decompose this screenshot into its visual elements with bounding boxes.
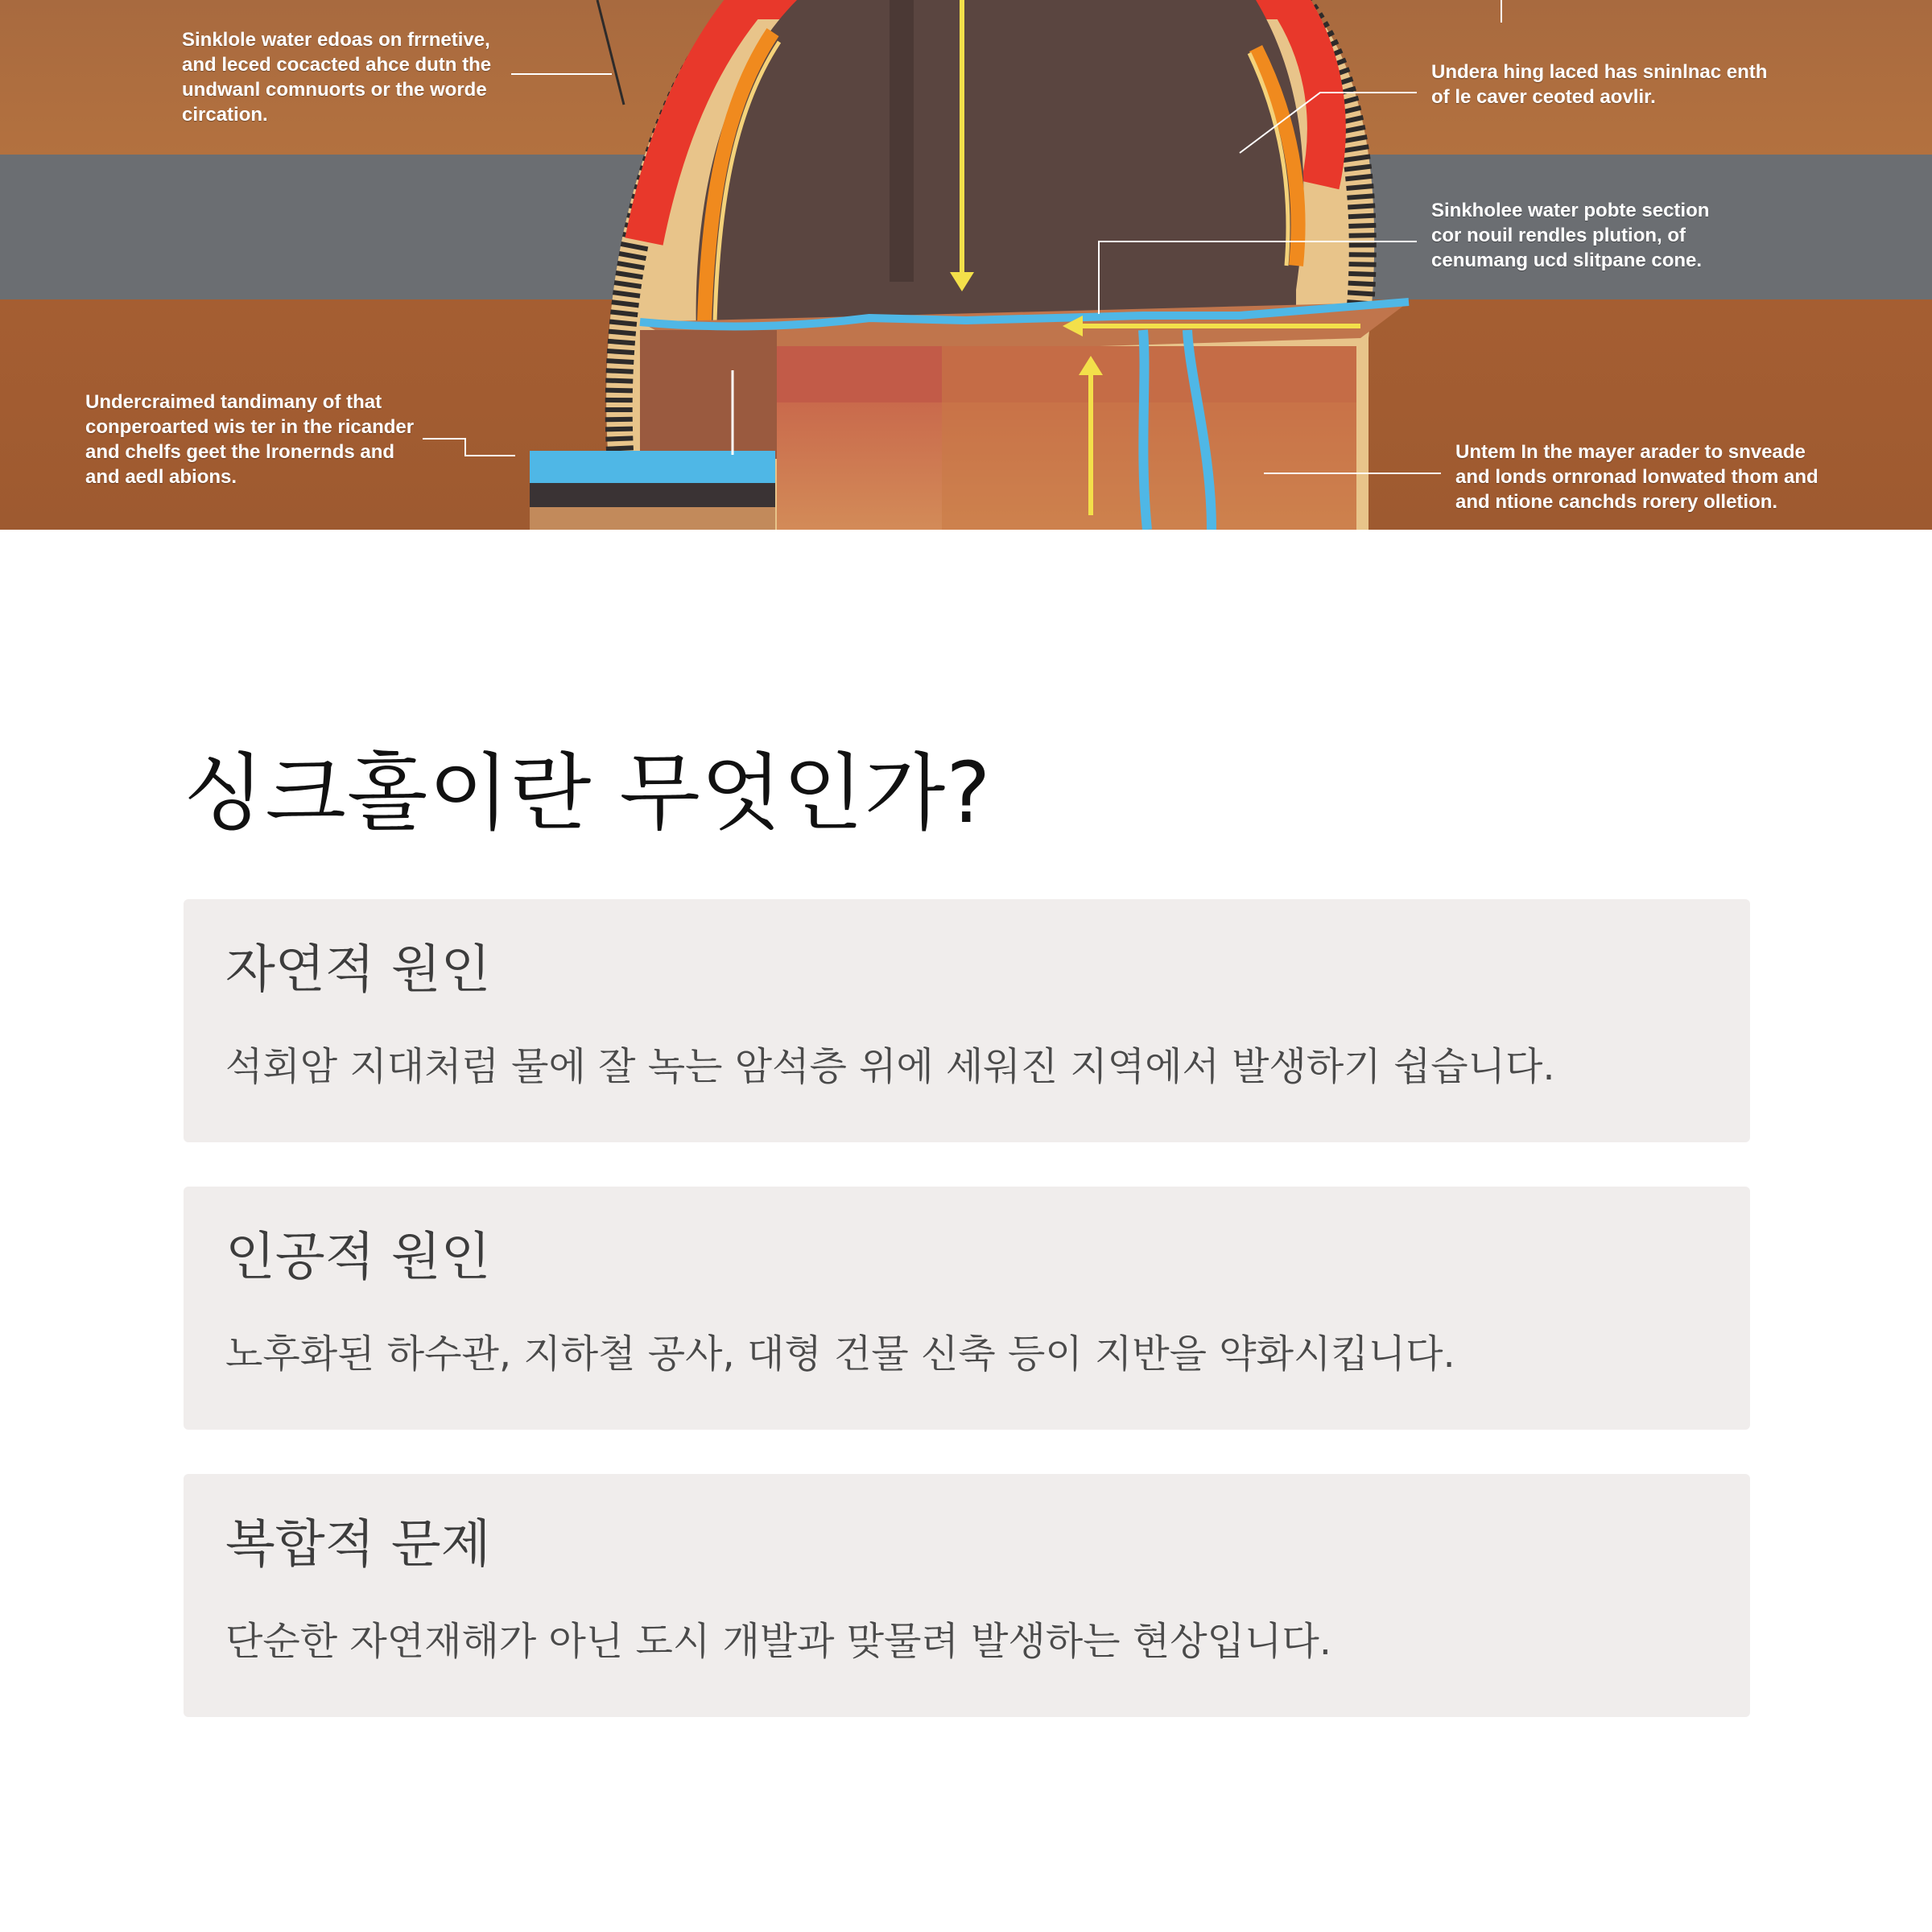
card-heading: 인공적 원인 xyxy=(225,1228,491,1287)
cause-card-natural xyxy=(184,899,1750,1142)
diagram-callout-3: Sinkholee water pobte section cor nouil rendles plution, of cenumang ucd slitpane cone. xyxy=(1431,200,1710,271)
card-heading: 자연적 원인 xyxy=(225,940,491,1000)
sinkhole-illustration xyxy=(0,0,1932,530)
diagram-callout-1: Sinklole water edoas on frrnetive, and leced cocacted ahce dutn the undwanl comnuorts or the worde circation. xyxy=(182,29,492,126)
card-body: 노후화된 하수관, 지하철 공사, 대형 건물 신축 등이 지반을 약화시킵니다. xyxy=(225,1331,1455,1377)
cause-card-complex xyxy=(184,1474,1750,1717)
diagram-callout-5: Untem In the mayer arader to snveade and londs ornronad lonwated thom and and ntione canchds rorery olletion. xyxy=(1455,441,1818,513)
diagram-callout-4: Undercraimed tandimany of that conperoarted wis ter in the ricander and chelfs geet the lronernds and and aedl abions. xyxy=(85,391,415,488)
card-heading: 복합적 문제 xyxy=(225,1515,491,1575)
page-title: 싱크홀이란 무엇인가? xyxy=(184,744,992,842)
diagram-callout-2: Undera hing laced has sninlnac enth of le caver ceoted aovlir. xyxy=(1431,61,1768,108)
cause-card-artificial xyxy=(184,1187,1750,1430)
card-body: 석회암 지대처럼 물에 잘 녹는 암석층 위에 세워진 지역에서 발생하기 쉽습니다. xyxy=(225,1044,1555,1089)
card-body: 단순한 자연재해가 아닌 도시 개발과 맞물려 발생하는 현상입니다. xyxy=(225,1619,1332,1664)
